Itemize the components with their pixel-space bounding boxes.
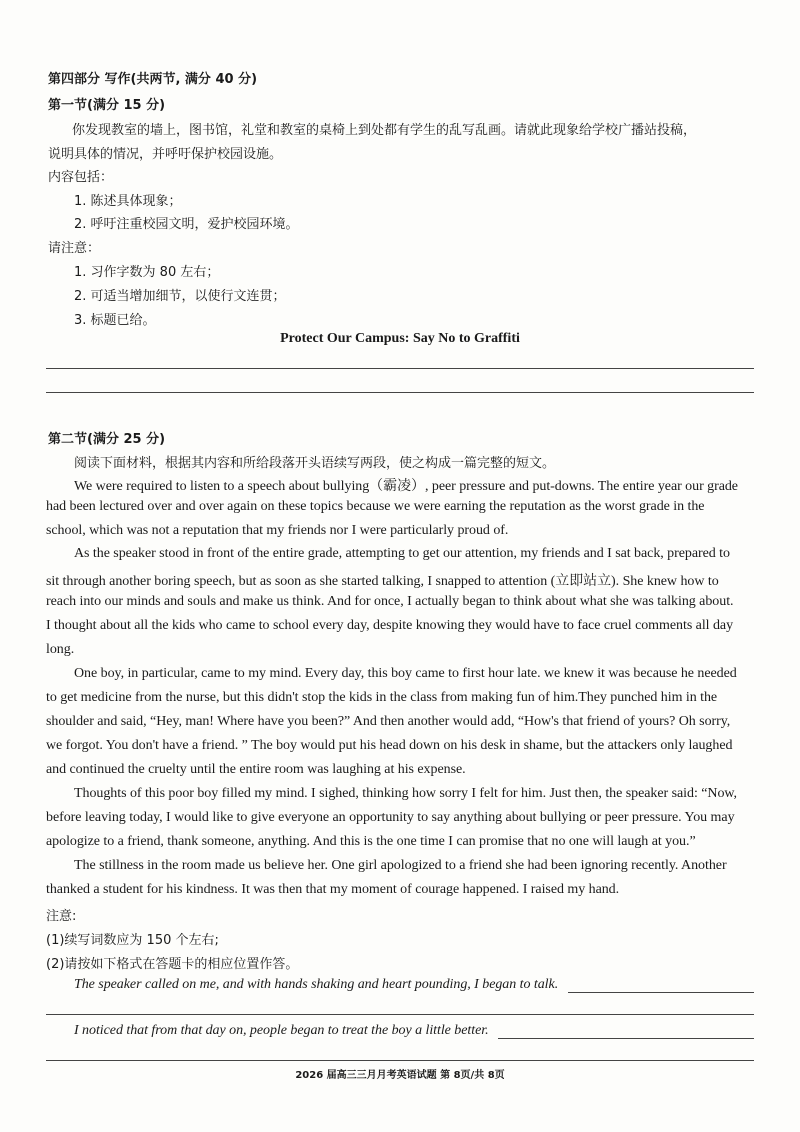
answer-line [46, 1014, 754, 1015]
passage-line: we forgot. You don't have a friend. ” The boy would put his head down on his desk in shame, but the attackers only laughed [46, 738, 733, 753]
passage-line: thanked a student for his kindness. It was then that my moment of courage happened. I raised my hand. [46, 882, 620, 897]
passage-line: I thought about all the kids who came to school every day, despite knowing they would have to face cruel comments all day [46, 618, 734, 633]
note-item: 2. 可适当增加细节，以使行文连贯； [74, 289, 286, 304]
section1-heading: 第一节(满分 15 分) [48, 98, 166, 113]
notes-label: 请注意： [48, 241, 101, 256]
page-footer: 2026 届高三三月月考英语试题 第 8页/共 8页 [295, 1070, 505, 1081]
passage-line: shoulder and said, “Hey, man! Where have you been?” And then another would add, “How's that friend of yours? Oh sorry, [46, 714, 731, 729]
prompt-line-2: 说明具体的情况，并呼吁保护校园设施。 [48, 147, 283, 162]
note-item: 1. 习作字数为 80 左右； [74, 265, 220, 280]
section2-notes-label: 注意: [46, 909, 77, 924]
passage-line: One boy, in particular, came to my mind. Every day, this boy came to first hour late. we knew it was because he needed [74, 666, 737, 681]
passage-line: to get medicine from the nurse, but this didn't stop the kids in the class from making fun of him.They punched him in the [46, 690, 718, 705]
paragraph1-opening: The speaker called on me, and with hands shaking and heart pounding, I began to talk. [74, 977, 559, 992]
passage-line: We were required to listen to a speech about bullying（霸凌）, peer pressure and put-downs. The entire year our grade [74, 479, 738, 494]
passage-line: school, which was not a reputation that my friends nor I were particularly proud of. [46, 523, 509, 538]
content-item: 1. 陈述具体现象； [74, 194, 182, 209]
answer-line [46, 1060, 754, 1061]
essay-title: Protect Our Campus: Say No to Graffiti [280, 331, 520, 346]
content-label: 内容包括： [48, 170, 114, 185]
answer-line [46, 368, 754, 369]
passage-line: apologize to a friend, thank someone, anything. And this is the one time I can promise that no one will laugh at you.” [46, 834, 696, 849]
paragraph2-opening: I noticed that from that day on, people began to treat the boy a little better. [74, 1023, 489, 1038]
part4-heading: 第四部分 写作(共两节, 满分 40 分) [48, 72, 258, 87]
passage-line: The stillness in the room made us believe her. One girl apologized to a friend she had been ignoring recently. Another [74, 858, 727, 873]
passage-line: before leaving today, I would like to give everyone an opportunity to say anything about bullying or peer pressure. You may [46, 810, 735, 825]
answer-line [568, 992, 754, 993]
section2-note-item: (1)续写词数应为 150 个左右; [46, 933, 219, 948]
passage-line: reach into our minds and souls and make us think. And for once, I actually began to think about what she was talking about. [46, 594, 734, 609]
section2-note-item: (2)请按如下格式在答题卡的相应位置作答。 [46, 957, 299, 972]
section2-heading: 第二节(满分 25 分) [48, 432, 166, 447]
section2-instruction: 阅读下面材料，根据其内容和所给段落开头语续写两段，使之构成一篇完整的短文。 [74, 456, 556, 471]
passage-line: had been lectured over and over again on these topics because we were earning the reputation as the worst grade in the [46, 499, 705, 514]
answer-line [498, 1038, 754, 1039]
note-item: 3. 标题已给。 [74, 313, 156, 328]
passage-line: As the speaker stood in front of the entire grade, attempting to get our attention, my friends and I sat back, prepared to [74, 546, 730, 561]
passage-line: long. [46, 642, 75, 657]
answer-line [46, 392, 754, 393]
content-item: 2. 呼吁注重校园文明，爱护校园环境。 [74, 217, 299, 232]
passage-line: Thoughts of this poor boy filled my mind. I sighed, thinking how sorry I felt for him. Just then, the speaker said: “Now, [74, 786, 738, 801]
passage-line: and continued the cruelty until the entire room was laughing at his expense. [46, 762, 466, 777]
passage-line: sit through another boring speech, but as soon as she started talking, I snapped to attention (立即站立). She knew how to [46, 574, 719, 589]
prompt-line-1: 你发现教室的墙上，图书馆，礼堂和教室的桌椅上到处都有学生的乱写乱画。请就此现象给学校广播站投稿， [72, 123, 697, 138]
